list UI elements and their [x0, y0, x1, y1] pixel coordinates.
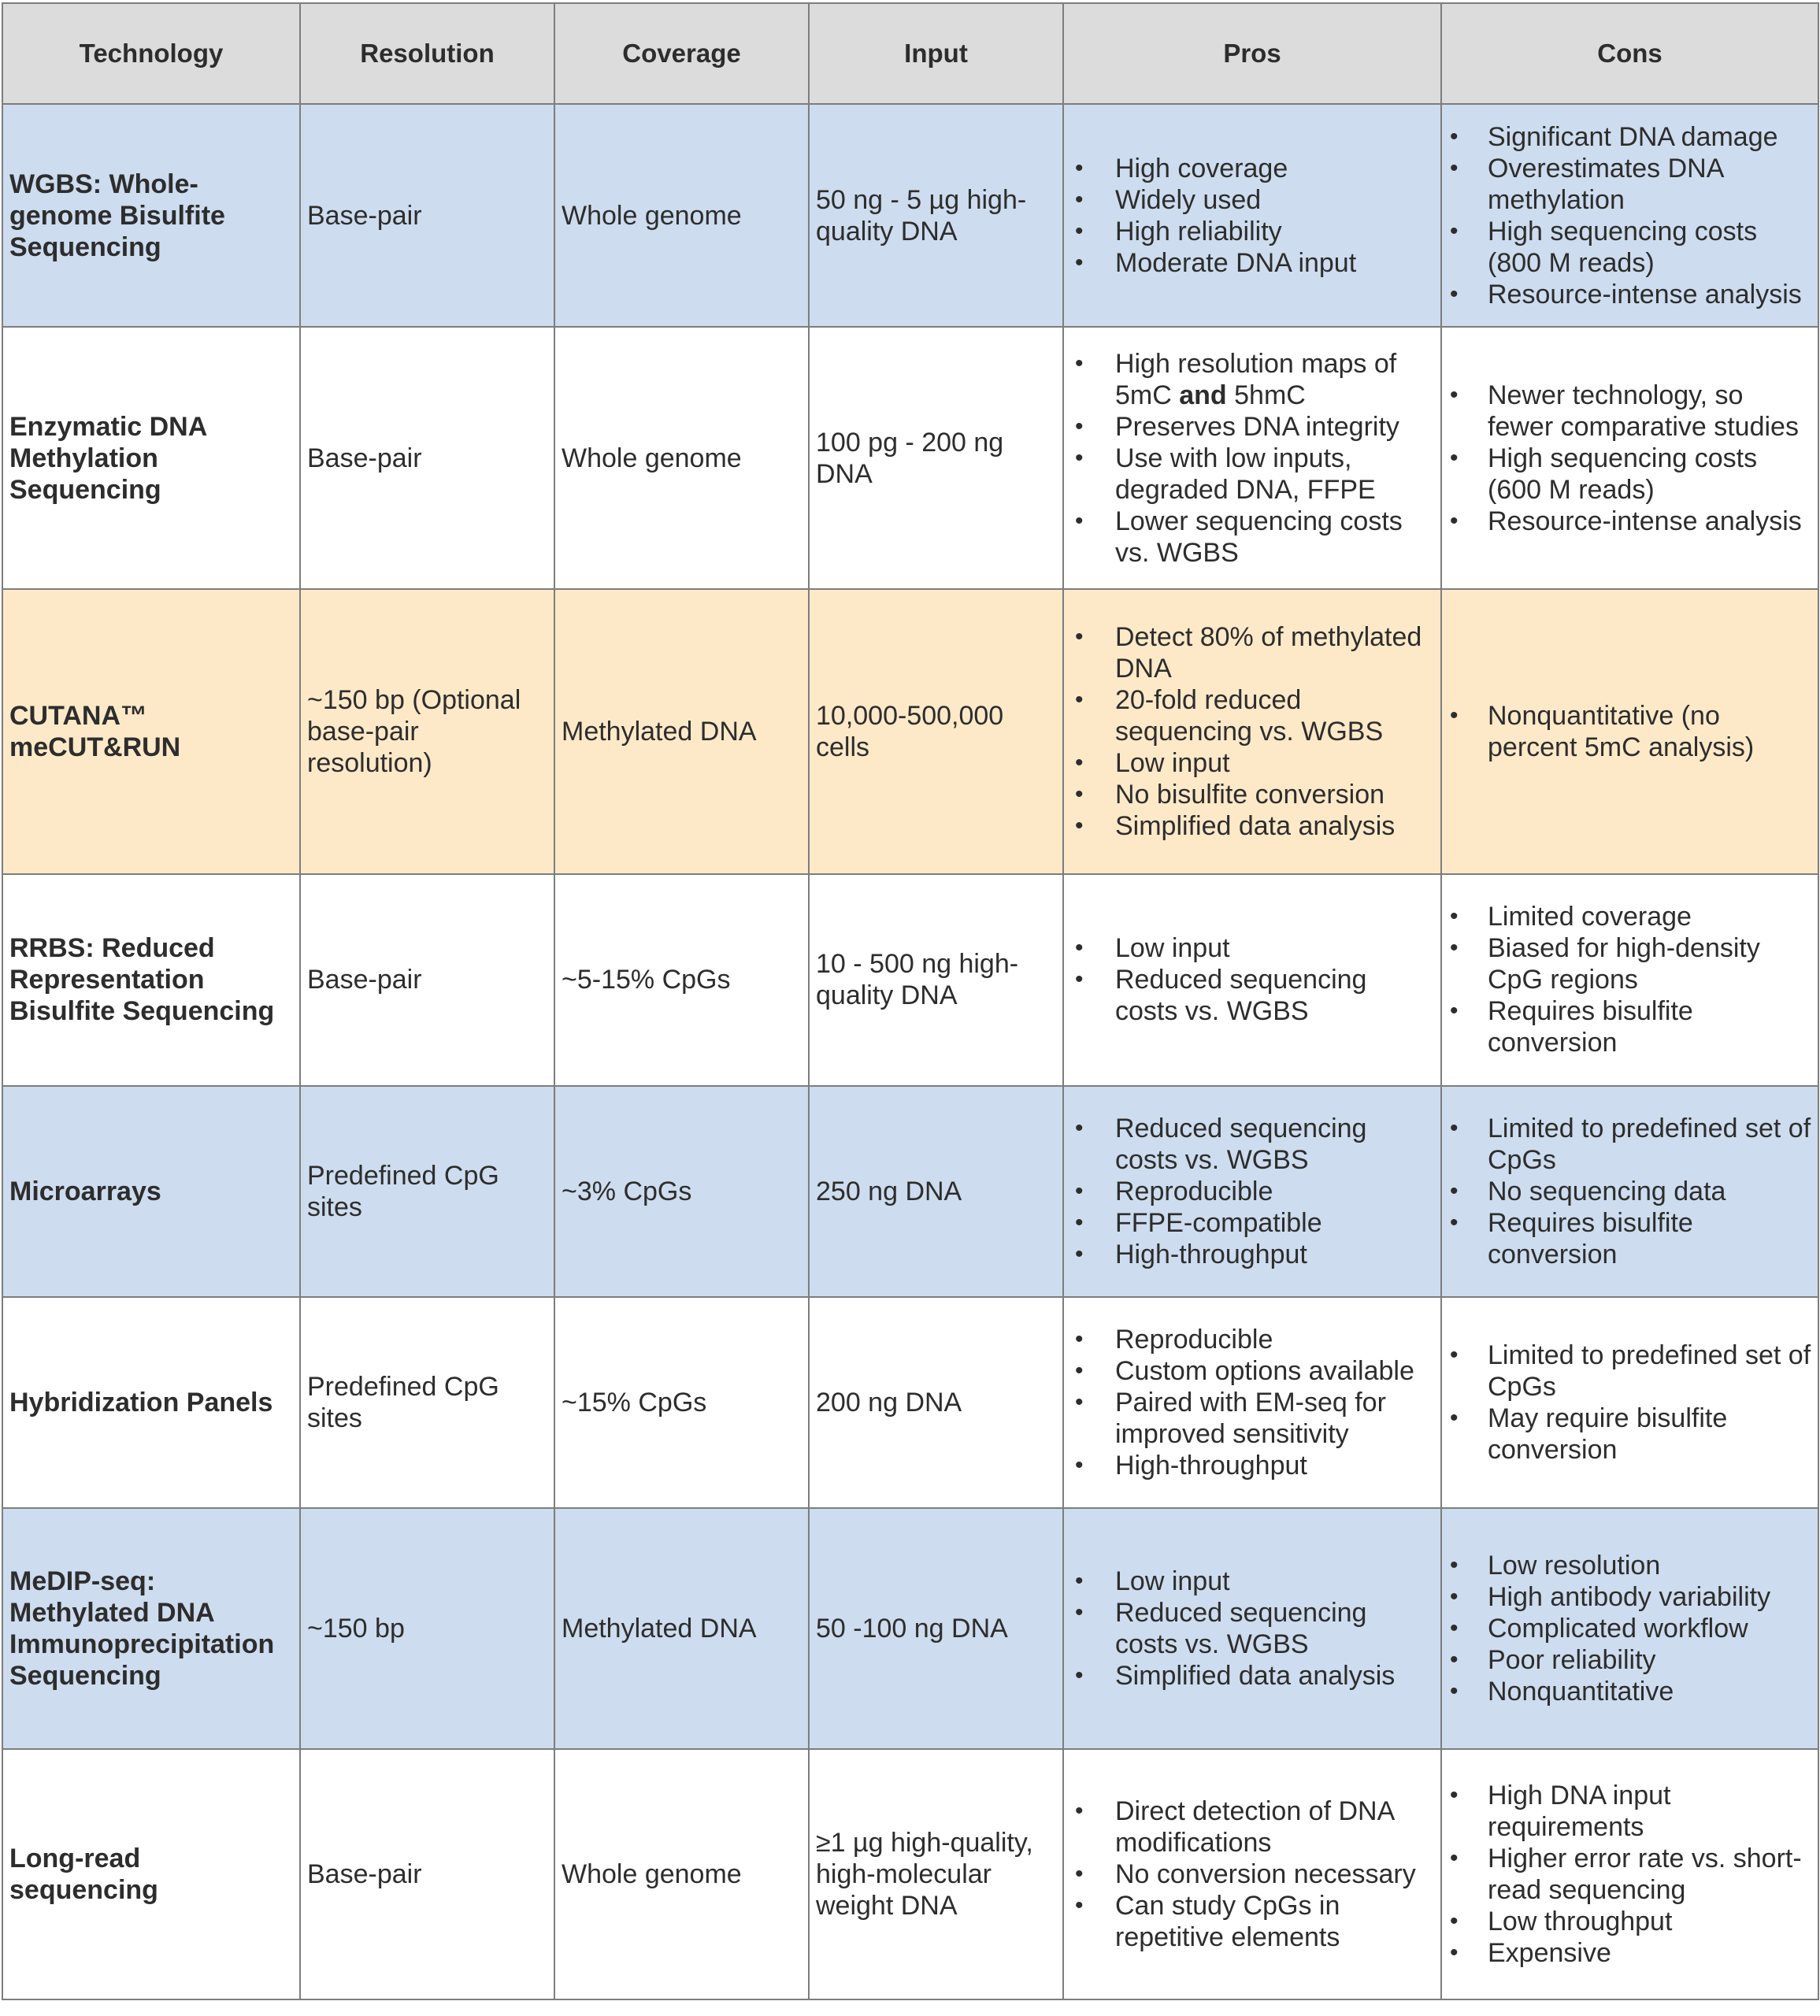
methylation-comparison-table — [2, 2, 1819, 2000]
pros-cell — [1063, 874, 1441, 1085]
header-input: Input — [809, 3, 1063, 104]
header-technology: Technology — [2, 3, 300, 104]
input-cell: 50 -100 ng DNA — [809, 1508, 1063, 1748]
table-row — [2, 1749, 1818, 1999]
cons-item: • Low resolution — [1448, 1550, 1811, 1581]
pros-item: • Use with low inputs, degraded DNA, FFPE — [1070, 443, 1434, 506]
pros-item: • Preserves DNA integrity — [1070, 411, 1434, 443]
table-row — [2, 104, 1818, 327]
pros-item: • Low input — [1070, 932, 1434, 964]
coverage-cell: Methylated DNA — [554, 1508, 809, 1748]
input-cell: 200 ng DNA — [809, 1297, 1063, 1508]
technology-cell: Enzymatic DNA Methylation Sequencing — [2, 327, 300, 588]
input-cell: 50 ng - 5 µg high-quality DNA — [809, 104, 1063, 327]
pros-item: • Can study CpGs in repetitive elements — [1070, 1890, 1434, 1953]
coverage-cell: Whole genome — [554, 1749, 809, 1999]
cons-item: • Poor reliability — [1448, 1644, 1811, 1676]
input-cell: 10,000-500,000 cells — [809, 589, 1063, 874]
pros-cell — [1063, 1297, 1441, 1508]
resolution-cell: Predefined CpG sites — [300, 1086, 554, 1297]
pros-item: • No conversion necessary — [1070, 1858, 1434, 1890]
pros-item: • Reduced sequencing costs vs. WGBS — [1070, 1597, 1434, 1660]
technology-cell: WGBS: Whole-genome Bisulfite Sequencing — [2, 104, 300, 327]
cons-item: • Requires bisulfite conversion — [1448, 1207, 1811, 1270]
pros-item: • Low input — [1070, 747, 1434, 779]
header-row — [2, 3, 1818, 104]
resolution-cell: Base-pair — [300, 1749, 554, 1999]
pros-text-post: 5hmC — [1226, 380, 1306, 410]
header-coverage: Coverage — [554, 3, 809, 104]
cons-item: • Low throughput — [1448, 1906, 1811, 1937]
cons-item: • Higher error rate vs. short-read sequencing — [1448, 1843, 1811, 1906]
cons-item: • Expensive — [1448, 1937, 1811, 1969]
cons-item: • May require bisulfite conversion — [1448, 1403, 1811, 1466]
resolution-cell: ~150 bp (Optional base-pair resolution) — [300, 589, 554, 874]
pros-item: • Moderate DNA input — [1070, 247, 1434, 279]
table-row — [2, 1086, 1818, 1297]
cons-cell — [1441, 874, 1818, 1085]
cons-item: • No sequencing data — [1448, 1176, 1811, 1207]
pros-cell — [1063, 1086, 1441, 1297]
header-pros: Pros — [1063, 3, 1441, 104]
pros-cell — [1063, 589, 1441, 874]
table-row — [2, 589, 1818, 874]
cons-cell — [1441, 589, 1818, 874]
pros-item: • Reduced sequencing costs vs. WGBS — [1070, 1113, 1434, 1176]
pros-text-pre: High resolution maps of 5mC — [1115, 348, 1397, 410]
cons-cell — [1441, 104, 1818, 327]
cons-cell — [1441, 327, 1818, 588]
pros-item: • Paired with EM-seq for improved sensitivity — [1070, 1387, 1434, 1450]
pros-item: • Custom options available — [1070, 1355, 1434, 1387]
technology-cell: Long-read sequencing — [2, 1749, 300, 1999]
pros-cell — [1063, 1508, 1441, 1748]
resolution-cell: Base-pair — [300, 327, 554, 588]
input-cell: 250 ng DNA — [809, 1086, 1063, 1297]
header-resolution: Resolution — [300, 3, 554, 104]
coverage-cell: ~15% CpGs — [554, 1297, 809, 1508]
resolution-cell: ~150 bp — [300, 1508, 554, 1748]
pros-item: • High-throughput — [1070, 1239, 1434, 1270]
cons-item: • Limited coverage — [1448, 901, 1811, 932]
pros-cell — [1063, 104, 1441, 327]
cons-item: • Nonquantitative (no percent 5mC analysis) — [1448, 700, 1811, 763]
cons-item: • Limited to predefined set of CpGs — [1448, 1340, 1811, 1403]
cons-item: • Nonquantitative — [1448, 1676, 1811, 1707]
cons-cell — [1441, 1508, 1818, 1748]
technology-cell: MeDIP-seq: Methylated DNA Immunoprecipitation Sequencing — [2, 1508, 300, 1748]
resolution-cell: Base-pair — [300, 874, 554, 1085]
cons-cell — [1441, 1297, 1818, 1508]
technology-cell: RRBS: Reduced Representation Bisulfite Sequencing — [2, 874, 300, 1085]
cons-item: • Limited to predefined set of CpGs — [1448, 1113, 1811, 1176]
cons-item: • Overestimates DNA methylation — [1448, 153, 1811, 216]
cons-cell — [1441, 1749, 1818, 1999]
pros-item: • High reliability — [1070, 216, 1434, 247]
pros-item: • Simplified data analysis — [1070, 810, 1434, 842]
pros-item: • Reproducible — [1070, 1324, 1434, 1355]
table-row — [2, 874, 1818, 1085]
pros-item: • FFPE-compatible — [1070, 1207, 1434, 1239]
table-row — [2, 1297, 1818, 1508]
technology-cell: Microarrays — [2, 1086, 300, 1297]
pros-cell — [1063, 327, 1441, 588]
cons-cell — [1441, 1086, 1818, 1297]
pros-item: • Lower sequencing costs vs. WGBS — [1070, 506, 1434, 569]
table-row — [2, 327, 1818, 588]
cons-item: • High sequencing costs (800 M reads) — [1448, 216, 1811, 279]
pros-item: • High coverage — [1070, 153, 1434, 184]
pros-item: • Simplified data analysis — [1070, 1660, 1434, 1692]
input-cell: 100 pg - 200 ng DNA — [809, 327, 1063, 588]
cons-item: • Significant DNA damage — [1448, 121, 1811, 153]
pros-item: • Widely used — [1070, 184, 1434, 216]
pros-text-bold: and — [1179, 380, 1227, 410]
pros-item: • Detect 80% of methylated DNA — [1070, 621, 1434, 684]
cons-item: • Resource-intense analysis — [1448, 279, 1811, 310]
coverage-cell: Whole genome — [554, 327, 809, 588]
pros-item: • High-throughput — [1070, 1450, 1434, 1481]
cons-item: • High DNA input requirements — [1448, 1780, 1811, 1843]
pros-item: • No bisulfite conversion — [1070, 779, 1434, 810]
technology-cell: CUTANA™ meCUT&RUN — [2, 589, 300, 874]
input-cell: 10 - 500 ng high-quality DNA — [809, 874, 1063, 1085]
resolution-cell: Predefined CpG sites — [300, 1297, 554, 1508]
coverage-cell: Methylated DNA — [554, 589, 809, 874]
cons-item: • Resource-intense analysis — [1448, 506, 1811, 537]
pros-item: • Reduced sequencing costs vs. WGBS — [1070, 964, 1434, 1027]
pros-item: • 20-fold reduced sequencing vs. WGBS — [1070, 684, 1434, 747]
pros-item: • Direct detection of DNA modifications — [1070, 1796, 1434, 1858]
pros-item: • Reproducible — [1070, 1176, 1434, 1207]
coverage-cell: Whole genome — [554, 104, 809, 327]
resolution-cell: Base-pair — [300, 104, 554, 327]
cons-item: • Complicated workflow — [1448, 1613, 1811, 1644]
input-cell: ≥1 µg high-quality, high-molecular weight DNA — [809, 1749, 1063, 1999]
coverage-cell: ~3% CpGs — [554, 1086, 809, 1297]
pros-item: • Low input — [1070, 1566, 1434, 1597]
cons-item: • Requires bisulfite conversion — [1448, 995, 1811, 1058]
pros-cell — [1063, 1749, 1441, 1999]
table-row — [2, 1508, 1818, 1748]
pros-item — [1070, 348, 1434, 411]
cons-item: • High antibody variability — [1448, 1581, 1811, 1613]
cons-item: • Biased for high-density CpG regions — [1448, 932, 1811, 995]
header-cons: Cons — [1441, 3, 1818, 104]
coverage-cell: ~5-15% CpGs — [554, 874, 809, 1085]
cons-item: • Newer technology, so fewer comparative studies — [1448, 380, 1811, 443]
technology-cell: Hybridization Panels — [2, 1297, 300, 1508]
cons-item: • High sequencing costs (600 M reads) — [1448, 443, 1811, 506]
